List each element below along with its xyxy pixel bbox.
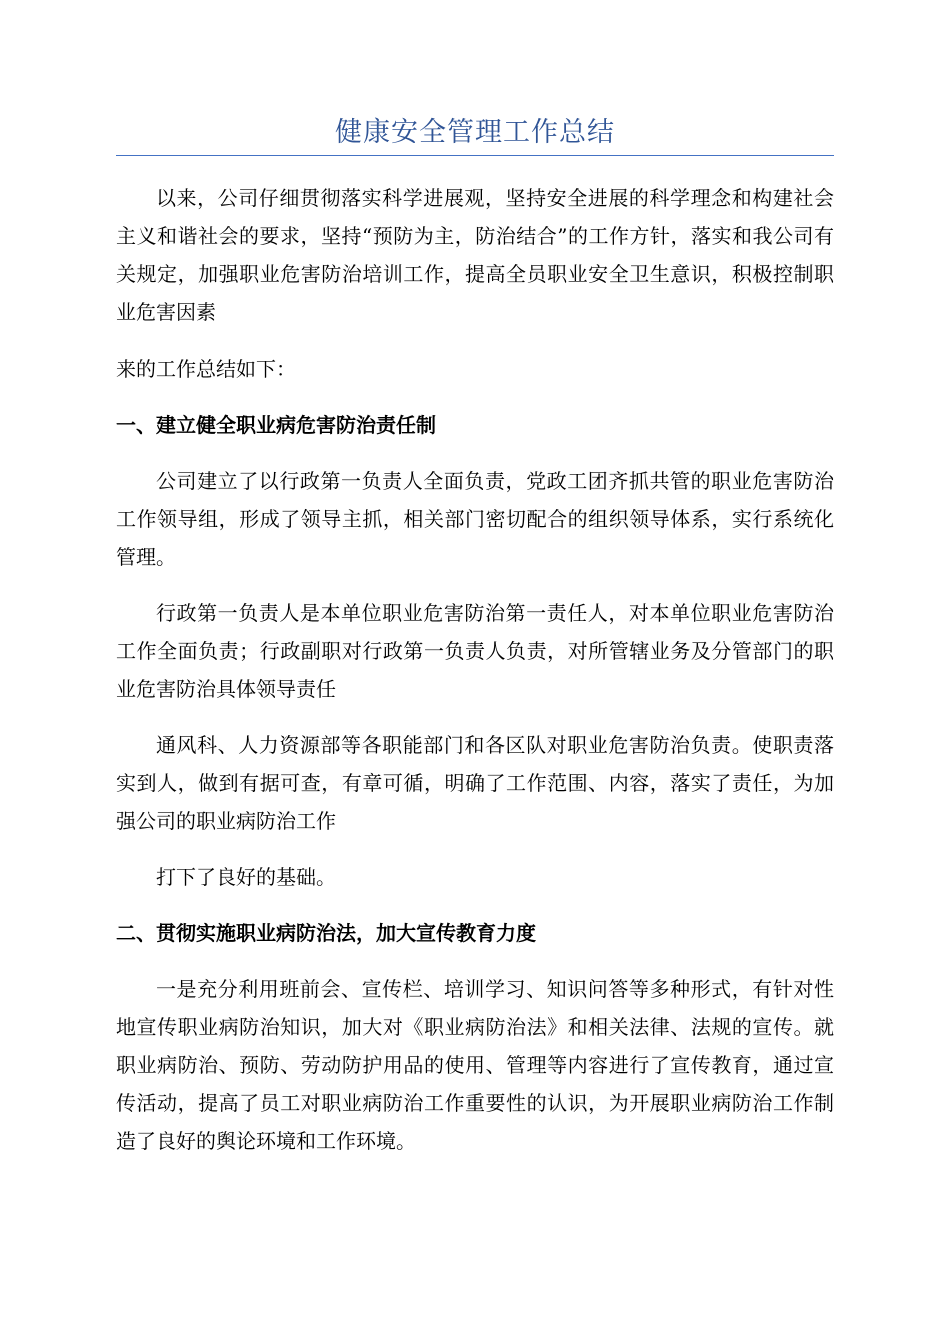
- paragraph-intro: 以来，公司仔细贯彻落实科学进展观，坚持安全进展的科学理念和构建社会主义和谐社会的要求，坚持“预防为主，防治结合”的工作方针，落实和我公司有关规定，加强职业危害防治培训工作，提高全员职业安全卫生意识，积极控制职业危害因素: [116, 186, 834, 324]
- paragraph-responsibility: 行政第一负责人是本单位职业危害防治第一责任人，对本单位职业危害防治工作全面负责；行政副职对行政第一负责人负责，对所管辖业务及分管部门的职业危害防治具体领导责任: [116, 601, 834, 701]
- section-heading-1: 一、建立健全职业病危害防治责任制: [116, 413, 436, 437]
- section-heading-2: 二、贯彻实施职业病防治法，加大宣传教育力度: [116, 921, 536, 945]
- paragraph-foundation: 打下了良好的基础。: [156, 865, 336, 889]
- document-page: [116, 0, 834, 1160]
- paragraph-summary-lead: 来的工作总结如下：: [116, 357, 296, 381]
- paragraph-leadership-group: 公司建立了以行政第一负责人全面负责，党政工团齐抓共管的职业危害防治工作领导组，形成了领导主抓，相关部门密切配合的组织领导体系，实行系统化管理。: [116, 469, 834, 569]
- document-title: 健康安全管理工作总结: [335, 117, 615, 148]
- paragraph-publicity: 一是充分利用班前会、宣传栏、培训学习、知识问答等多种形式，有针对性地宣传职业病防治知识，加大对《职业病防治法》和相关法律、法规的宣传。就职业病防治、预防、劳动防护用品的使用、管理等内容进行了宣传教育，通过宣传活动，提高了员工对职业病防治工作重要性的认识，为开展职业病防治工作制造了良好的舆论环境和工作环境。: [116, 977, 834, 1153]
- title-underline: [116, 155, 834, 156]
- paragraph-departments: 通风科、人力资源部等各职能部门和各区队对职业危害防治负责。使职责落实到人，做到有据可查，有章可循，明确了工作范围、内容，落实了责任，为加强公司的职业病防治工作: [116, 733, 834, 833]
